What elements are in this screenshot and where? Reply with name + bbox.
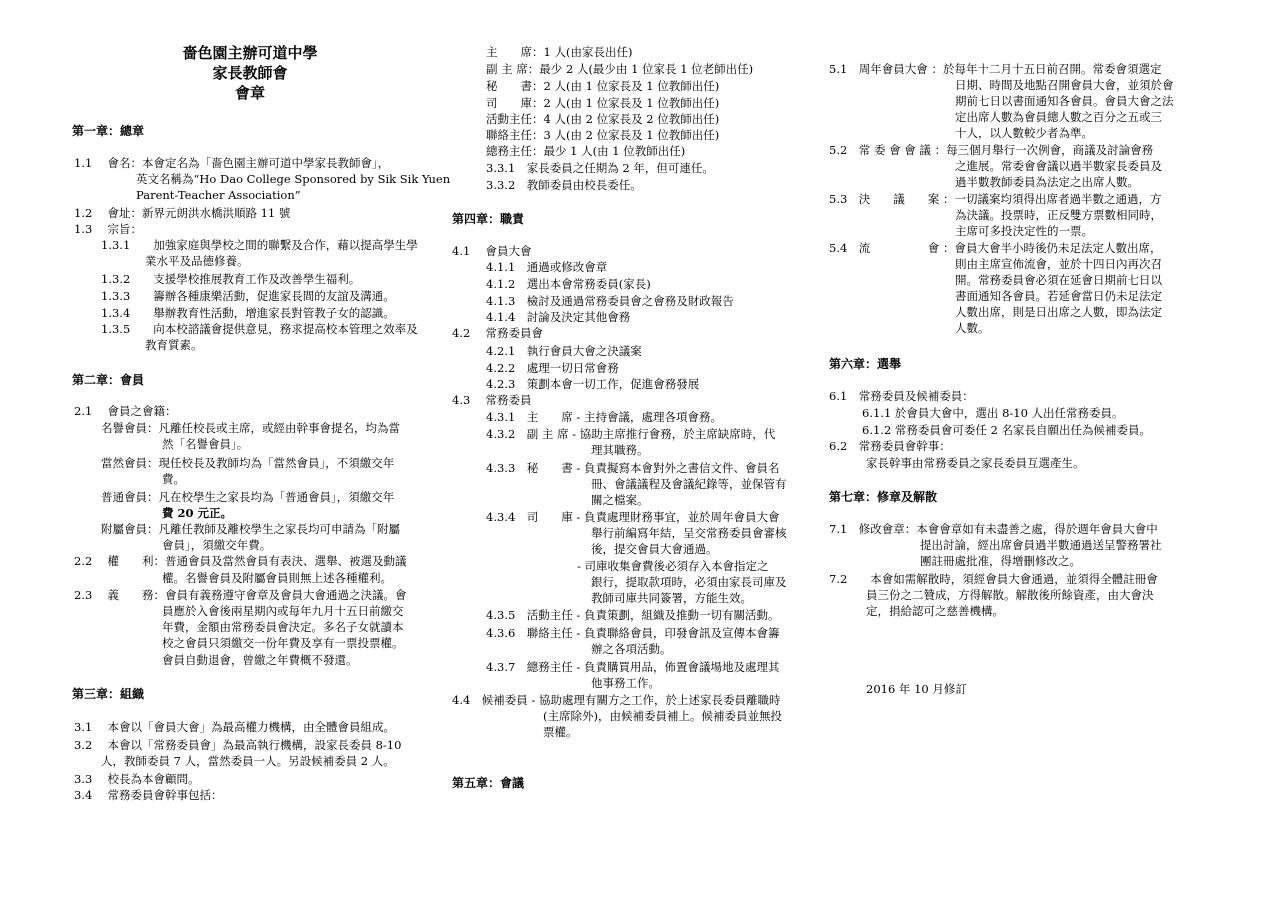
text-line: 書面通知各會員。若延會當日仍未足法定	[955, 289, 1162, 303]
text-line: 4.2.1 執行會員大會之決議案	[486, 344, 642, 358]
text-line: 校之會員只須繳交一份年費及享有一票投票權。	[162, 636, 404, 650]
text-line: 3.2 本會以「常務委員會」為最高執行機構，設家長委員 8-10	[74, 738, 402, 752]
text-line: 4.2.3 策劃本會一切工作，促進會務發展	[486, 377, 700, 391]
text-line: 英文名稱為“Ho Dao College Sponsored by Sik Sik Yuen	[136, 172, 451, 186]
chapter-heading: 第二章：會員	[72, 373, 145, 387]
text-line: 教師司庫共同簽署，方能生效。	[591, 591, 752, 605]
text-line: 舉行前編寫年結，呈交常務委員會審核	[591, 526, 787, 540]
text-line: 5.1 周年會員大會 ：於每年十二月十五日前召開。常委會須選定	[829, 62, 1162, 76]
text-line: 4.1.3 檢討及通過常務委員會之會務及財政報告	[486, 294, 734, 308]
text-line: 附屬會員：凡離任教師及離校學生之家長均可申請為「附屬	[101, 522, 400, 536]
text-line: 家長幹事由常務委員之家長委員互選產生。	[866, 456, 1085, 470]
text-line: 員三份之二贊成，方得解散。解散後所餘資產，由大會決	[866, 588, 1154, 602]
text-line: 秘 書：2 人(由 1 位家長及 1 位教師出任)	[486, 79, 720, 93]
text-line: 後，提交會員大會通過。	[591, 542, 718, 556]
text-line: 1.1 會名：本會定名為「嗇色園主辦可道中學家長教師會」，	[74, 156, 390, 170]
text-line: 6.2 常務委員會幹事：	[829, 439, 951, 453]
text-line: 3.3.1 家長委員之任期為 2 年，但可連任。	[486, 161, 714, 175]
text-line: 5.4 流 會 ：會員大會半小時後仍未足法定人數出席，	[829, 241, 1162, 255]
text-line: 業水平及品德修養。	[145, 254, 249, 268]
text-line: 之進展。常委會會議以過半數家長委員及	[955, 159, 1162, 173]
text-line: 4.3.4 司 庫 - 負責處理財務事宜，並於周年會員大會	[486, 510, 780, 524]
text-line: 則由主席宣佈流會，並於十四日內再次召	[955, 257, 1162, 271]
text-line: 1.3 宗旨：	[74, 222, 142, 236]
text-line: 開。常務委員會必須在延會日期前七日以	[955, 273, 1162, 287]
text-line: 司 庫：2 人(由 1 位家長及 1 位教師出任)	[486, 96, 720, 110]
text-line: 關之檔案。	[591, 493, 649, 507]
text-line: 權。名譽會員及附屬會員則無上述各種權利。	[162, 571, 392, 585]
text-line: 員應於入會後兩星期內或每年九月十五日前繳交	[162, 604, 404, 618]
text-line: 銀行，提取款項時，必須由家長司庫及	[591, 575, 787, 589]
text-line: 名譽會員：凡離任校長或主席，或經由幹事會提名，均為當	[101, 421, 400, 435]
text-line: 活動主任：4 人(由 2 位家長及 2 位教師出任)	[486, 112, 720, 126]
text-line: 會員」，須繳交年費。	[162, 538, 272, 552]
text-line: 3.4 常務委員會幹事包括：	[74, 788, 223, 802]
text-line: 十人，以人數較少者為準。	[955, 126, 1093, 140]
text-line: 4.2.2 處理一切日常會務	[486, 361, 619, 375]
text-line: 4.3.3 秘 書 - 負責擬寫本會對外之書信文件、會員名	[486, 461, 780, 475]
text-line: - 司庫收集會費後必須存入本會指定之	[577, 559, 769, 573]
text-line: 3.3.2 教師委員由校長委任。	[486, 178, 642, 192]
text-line: 定，捐給認可之慈善機構。	[866, 604, 1004, 618]
text-line: 1.3.4 舉辦教育性活動，增進家長對管教子女的認識。	[101, 306, 395, 320]
chapter-heading: 第七章：修章及解散	[829, 490, 938, 504]
text-line: 4.3.2 副 主 席 - 協助主席推行會務，於主席缺席時，代	[486, 427, 776, 441]
text-line: 2.3 義 務：會員有義務遵守會章及會員大會通過之決議。會	[74, 588, 407, 602]
title-school: 嗇色園主辦可道中學	[182, 44, 318, 62]
chapter-heading: 第一章：總章	[72, 124, 145, 138]
text-line: 教育質素。	[145, 338, 203, 352]
text-line: 1.2 會址：新界元朗洪水橋洪順路 11 號	[74, 206, 291, 220]
text-line: 3.1 本會以「會員大會」為最高權力機構，由全體會員組成。	[74, 720, 395, 734]
text-line: 4.1 會員大會	[452, 244, 532, 258]
text-line: 人數出席，則是日出席之人數，即為法定	[955, 305, 1162, 319]
title-doc: 會章	[234, 84, 265, 102]
text-line: 當然會員：現任校長及教師均為「當然會員」，不須繳交年	[101, 456, 395, 470]
text-line: 6.1 常務委員及候補委員：	[829, 389, 974, 403]
text-line: 1.3.3 籌辦各種康樂活動，促進家長間的友誼及溝通。	[101, 289, 395, 303]
text-line: 副 主 席：最少 2 人(最少由 1 位家長 1 位老師出任)	[486, 62, 754, 76]
chapter-heading: 第四章：職責	[452, 212, 525, 226]
text-line: 日期、時間及地點召開會員大會，並須於會	[955, 78, 1174, 92]
text-line: 4.1.4 討論及決定其他會務	[486, 310, 631, 324]
text-line: 2.1 會員之會籍：	[74, 404, 177, 418]
text-line: 1.3.1 加強家庭與學校之間的聯繫及合作，藉以提高學生學	[101, 238, 418, 252]
text-line: 會員自動退會，曾繳之年費概不發還。	[162, 653, 358, 667]
text-line: 提出討論，經出席會員過半數通過送呈警務署社	[920, 538, 1162, 552]
text-line: 5.3 決 議 案 ：一切議案均須得出席者過半數之通過，方	[829, 192, 1162, 206]
text-line: 期前七日以書面通知各會員。會員大會之法	[955, 94, 1174, 108]
text-line: 定出席人數為會員總人數之百分之五或三	[955, 110, 1162, 124]
text-line: 費 20 元正。	[162, 506, 233, 520]
text-line: 聯絡主任：3 人(由 2 位家長及 1 位教師出任)	[486, 128, 720, 142]
text-line: 理其職務。	[591, 443, 649, 457]
text-line: 票權。	[543, 725, 578, 739]
chapter-heading: 第六章：選舉	[829, 357, 902, 371]
text-line: 人數。	[955, 321, 990, 335]
text-line: 冊、會議議程及會議紀錄等，並保管有	[591, 477, 787, 491]
text-line: 4.1.2 選出本會常務委員(家長)	[486, 277, 651, 291]
text-line: 4.3.6 聯絡主任 - 負責聯絡會員，印發會訊及宣傳本會籌	[486, 626, 780, 640]
text-line: 4.4 候補委員 - 協助處理有關方之工作，於上述家長委員離職時	[452, 693, 781, 707]
text-line: 團註冊處批准，得增刪修改之。	[920, 554, 1081, 568]
text-line: 為決議。投票時，正反雙方票數相同時，	[955, 208, 1162, 222]
text-line: 2016 年 10 月修訂	[866, 682, 967, 696]
text-line: (主席除外)，由候補委員補上。候補委員並無投	[543, 709, 782, 723]
text-line: 4.3.5 活動主任 - 負責策劃，組織及推動一切有關活動。	[486, 608, 780, 622]
text-line: 3.3 校長為本會顧問。	[74, 772, 200, 786]
text-line: 費。	[162, 472, 185, 486]
text-line: 7.2 本會如需解散時，須經會員大會通過，並須得全體註冊會	[829, 572, 1158, 586]
text-line: 他事務工作。	[591, 676, 660, 690]
text-line: 辦之各項活動。	[591, 642, 672, 656]
text-line: 6.1.1 於會員大會中，選出 8-10 人出任常務委員。	[862, 406, 1124, 420]
text-line: 4.2 常務委員會	[452, 326, 543, 340]
text-line: 年費，金額由常務委員會決定。多名子女就讀本	[162, 620, 404, 634]
text-line: 4.1.1 通過或修改會章	[486, 260, 608, 274]
text-line: 總務主任：最少 1 人(由 1 位教師出任)	[486, 144, 686, 158]
text-line: 1.3.2 支援學校推展教育工作及改善學生福利。	[101, 272, 361, 286]
text-line: 主 席：1 人(由家長出任)	[486, 45, 633, 59]
text-line: 過半數教師委員為法定之出席人數。	[955, 175, 1139, 189]
text-line: 然「名譽會員」。	[162, 437, 249, 451]
text-line: 1.3.5 向本校諮議會提供意見，務求提高校本管理之效率及	[101, 322, 418, 336]
text-line: 4.3.7 總務主任 - 負責購買用品，佈置會議場地及處理其	[486, 660, 780, 674]
title-association: 家長教師會	[212, 64, 288, 82]
text-line: 5.2 常 委 會 會 議 ：每三個月舉行一次例會，商議及討論會務	[829, 143, 1154, 157]
chapter-heading: 第三章：組織	[72, 687, 145, 701]
text-line: 4.3 常務委員	[452, 393, 532, 407]
text-line: 2.2 權 利：普通會員及當然會員有表決、選舉、被選及動議	[74, 554, 407, 568]
text-line: 7.1 修改會章：本會會章如有未盡善之處，得於週年會員大會中	[829, 522, 1158, 536]
text-line: 主席可多投決定性的一票。	[955, 224, 1093, 238]
text-line: 4.3.1 主 席 - 主持會議，處理各項會務。	[486, 410, 722, 424]
text-line: 普通會員：凡在校學生之家長均為「普通會員」，須繳交年	[101, 490, 395, 504]
chapter-heading: 第五章：會議	[452, 776, 525, 790]
text-line: 人，教師委員 7 人，當然委員一人。另設候補委員 2 人。	[101, 754, 395, 768]
text-line: Parent-Teacher Association”	[136, 188, 301, 202]
text-line: 6.1.2 常務委員會可委任 2 名家長自願出任為候補委員。	[862, 423, 1152, 437]
